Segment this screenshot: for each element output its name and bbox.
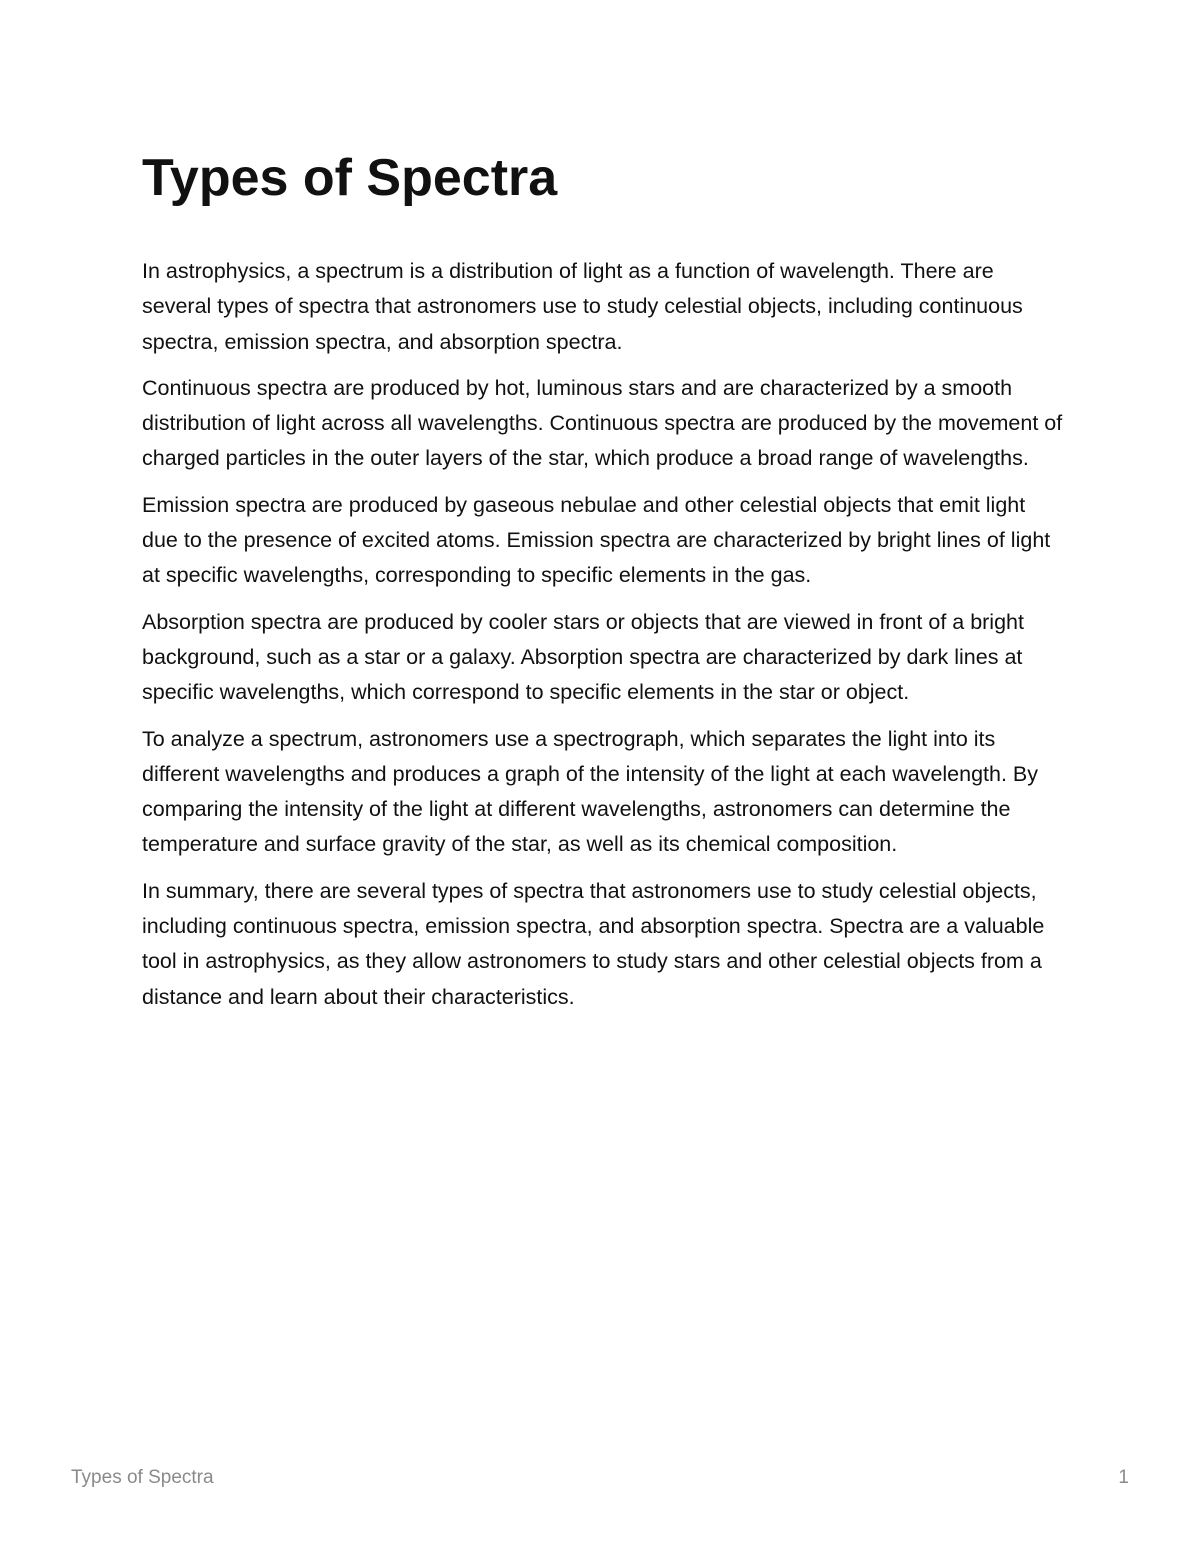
paragraph-summary: In summary, there are several types of spectra that astronomers use to study celestial objects, including continuous spectra, emission spectra, and absorption spectra. Spectra are a valuable tool in astrophysics, as they allow astronomers to study stars and other celestial objects from a distance and learn about their characteristics.: [142, 878, 1045, 1009]
paragraph-intro: In astrophysics, a spectrum is a distribution of light as a function of wavelength. There are several types of spectra that astronomers use to study celestial objects, including continuous spectra, emission spectra, and absorption spectra.: [142, 259, 1023, 354]
paragraph-continuous-spectra: Continuous spectra are produced by hot, luminous stars and are characterized by a smooth distribution of light across all wavelengths. Continuous spectra are produced by the movement of charged particles in the outer layers of the star, which produce a broad range of wavelengths.: [142, 375, 1063, 471]
page-content: [142, 145, 1067, 1026]
page-title: Types of Spectra: [142, 149, 558, 207]
paragraph-emission-spectra: Emission spectra are produced by gaseous nebulae and other celestial objects that emit light due to the presence of excited atoms. Emission spectra are characterized by bright lines of light at specific wavelengths, corresponding to specific elements in the gas.: [142, 492, 1051, 588]
paragraph-absorption-spectra: Absorption spectra are produced by cooler stars or objects that are viewed in front of a bright background, such as a star or a galaxy. Absorption spectra are characterized by dark lines at specific wavelengths, which correspond to specific elements in the star or object.: [142, 609, 1024, 705]
footer-page-number: 1: [1118, 1467, 1129, 1488]
paragraph-spectrograph: To analyze a spectrum, astronomers use a spectrograph, which separates the light into its different wavelengths and produces a graph of the intensity of the light at each wavelength. By comparing the intensity of the light at different wavelengths, astronomers can determine the temperature and surface gravity of the star, as well as its chemical composition.: [142, 726, 1039, 857]
footer-document-title: Types of Spectra: [71, 1467, 214, 1488]
